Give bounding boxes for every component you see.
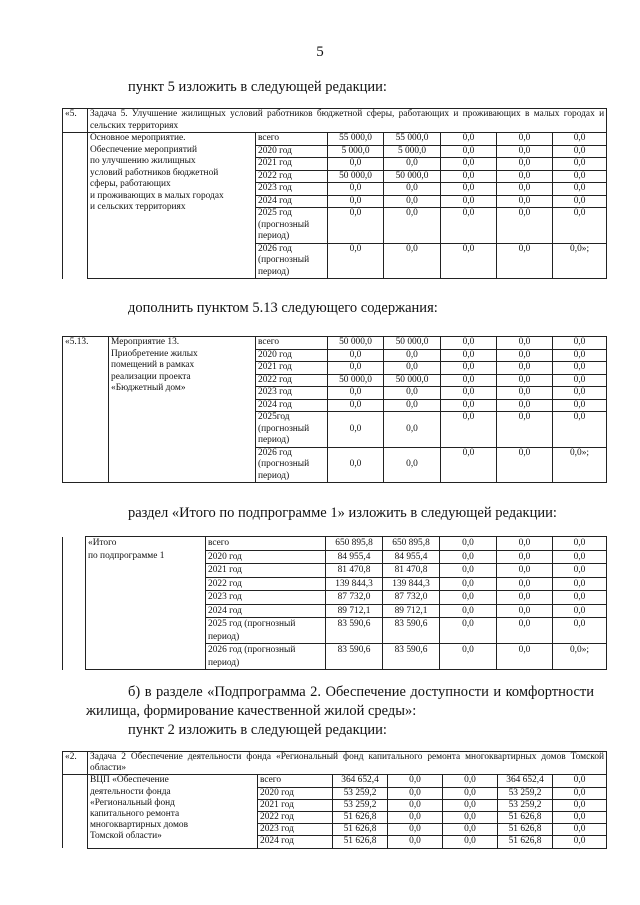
value-cell: 0,0: [384, 183, 441, 196]
value-cell: 0,0: [441, 133, 497, 146]
activity-name: Мероприятие 13. Приобретение жилых помещений в рамках реализации проекта «Бюджетный дом»: [109, 337, 256, 483]
value-cell: 0,0: [497, 145, 553, 158]
year-cell: 2020 год: [256, 145, 328, 158]
table-total-subprogram-1: [62, 536, 607, 670]
value-cell: 0,0: [441, 399, 497, 412]
value-cell: 0,0»;: [553, 644, 607, 670]
value-cell: 139 844,3: [326, 577, 383, 591]
value-cell: 0,0: [553, 836, 607, 848]
value-cell: 89 712,1: [383, 604, 440, 618]
value-cell: 55 000,0: [328, 133, 384, 146]
value-cell: 50 000,0: [384, 337, 441, 350]
value-cell: 0,0: [388, 787, 443, 799]
value-cell: 0,0: [440, 550, 497, 564]
value-cell: 0,0: [441, 170, 497, 183]
empty-cell: [63, 537, 86, 670]
value-cell: 0,0: [443, 799, 498, 811]
value-cell: 0,0: [440, 537, 497, 551]
value-cell: 50 000,0: [384, 170, 441, 183]
value-cell: 0,0: [553, 195, 607, 208]
value-cell: 50 000,0: [328, 374, 384, 387]
value-cell: 0,0: [553, 604, 607, 618]
value-cell: 0,0: [443, 775, 498, 787]
table-row: [63, 337, 607, 350]
value-cell: 0,0: [441, 145, 497, 158]
value-cell: 0,0: [440, 604, 497, 618]
value-cell: 0,0: [440, 577, 497, 591]
value-cell: 0,0: [497, 195, 553, 208]
value-cell: 51 626,8: [333, 836, 388, 848]
value-cell: 0,0: [388, 824, 443, 836]
value-cell: 0,0: [441, 412, 497, 448]
year-cell: 2022 год: [206, 577, 326, 591]
value-cell: 51 626,8: [498, 824, 553, 836]
value-cell: 0,0: [388, 836, 443, 848]
year-cell: 2020 год: [206, 550, 326, 564]
value-cell: 0,0: [440, 618, 497, 644]
year-cell: 2025 год (прогнозный период): [256, 208, 328, 244]
year-cell: 2021 год: [256, 158, 328, 171]
value-cell: 0,0: [441, 158, 497, 171]
year-cell: 2026 год (прогнозный период): [256, 447, 328, 483]
value-cell: 0,0: [553, 618, 607, 644]
value-cell: 55 000,0: [384, 133, 441, 146]
value-cell: 84 955,4: [383, 550, 440, 564]
year-cell: всего: [258, 775, 333, 787]
value-cell: 51 626,8: [333, 812, 388, 824]
row-number: «2.: [63, 752, 88, 775]
value-cell: 0,0: [497, 183, 553, 196]
value-cell: 0,0: [497, 349, 553, 362]
value-cell: 0,0: [441, 183, 497, 196]
value-cell: 0,0: [441, 349, 497, 362]
value-cell: 0,0: [553, 349, 607, 362]
year-cell: всего: [206, 537, 326, 551]
value-cell: 0,0: [443, 836, 498, 848]
value-cell: 0,0: [497, 564, 553, 578]
value-cell: 0,0: [497, 362, 553, 375]
value-cell: 650 895,8: [326, 537, 383, 551]
empty-cell: [63, 133, 88, 279]
value-cell: 51 626,8: [498, 836, 553, 848]
value-cell: 0,0: [384, 412, 441, 448]
year-cell: 2021 год: [256, 362, 328, 375]
value-cell: 0,0: [328, 412, 384, 448]
task-title: Задача 2 Обеспечение деятельности фонда «Региональный фонд капитального ремонта многоквартирных домов Томской области»: [88, 752, 607, 775]
value-cell: 53 259,2: [333, 799, 388, 811]
year-cell: 2023 год: [256, 387, 328, 400]
value-cell: 0,0: [443, 812, 498, 824]
value-cell: 0,0: [440, 591, 497, 605]
value-cell: 0,0: [497, 243, 553, 279]
instruction-paragraph-4: б) в разделе «Подпрограмма 2. Обеспечение доступности и комфортности: [128, 684, 594, 700]
year-cell: всего: [256, 337, 328, 350]
value-cell: 83 590,6: [383, 618, 440, 644]
value-cell: 0,0: [553, 577, 607, 591]
value-cell: 364 652,4: [333, 775, 388, 787]
value-cell: 0,0: [328, 183, 384, 196]
value-cell: 0,0: [553, 412, 607, 448]
value-cell: 83 590,6: [326, 644, 383, 670]
year-cell: 2024 год: [256, 399, 328, 412]
value-cell: 0,0: [441, 337, 497, 350]
value-cell: 0,0: [553, 787, 607, 799]
task-title: Задача 5. Улучшение жилищных условий работников бюджетной сферы, работающих и проживающих в малых городах и сельских территориях: [88, 109, 607, 133]
instruction-paragraph-5: пункт 2 изложить в следующей редакции:: [128, 722, 387, 738]
value-cell: 0,0: [497, 337, 553, 350]
year-cell: 2024 год: [206, 604, 326, 618]
value-cell: 0,0: [553, 399, 607, 412]
value-cell: 0,0: [328, 447, 384, 483]
year-cell: 2026 год (прогнозный период): [256, 243, 328, 279]
value-cell: 0,0: [553, 208, 607, 244]
value-cell: 5 000,0: [328, 145, 384, 158]
year-cell: 2022 год: [256, 170, 328, 183]
year-cell: 2024 год: [258, 836, 333, 848]
value-cell: 0,0: [553, 799, 607, 811]
value-cell: 51 626,8: [498, 812, 553, 824]
value-cell: 0,0: [441, 208, 497, 244]
year-cell: 2020 год: [256, 349, 328, 362]
value-cell: 53 259,2: [498, 799, 553, 811]
value-cell: 0,0: [553, 133, 607, 146]
value-cell: 0,0: [497, 591, 553, 605]
table-activity-5-13: [62, 336, 607, 483]
instruction-paragraph-4-continued: жилища, формирование качественной жилой среды»:: [86, 703, 417, 719]
value-cell: 0,0: [388, 812, 443, 824]
instruction-paragraph-1: пункт 5 изложить в следующей редакции:: [128, 79, 387, 95]
value-cell: 0,0: [328, 243, 384, 279]
instruction-paragraph-2: дополнить пунктом 5.13 следующего содержания:: [128, 300, 438, 316]
value-cell: 83 590,6: [383, 644, 440, 670]
value-cell: 0,0: [384, 243, 441, 279]
value-cell: 89 712,1: [326, 604, 383, 618]
table-row: [63, 775, 607, 787]
value-cell: 0,0: [328, 208, 384, 244]
value-cell: 0,0: [497, 550, 553, 564]
value-cell: 0,0: [553, 812, 607, 824]
value-cell: 0,0: [441, 195, 497, 208]
value-cell: 0,0»;: [553, 447, 607, 483]
year-cell: 2023 год: [256, 183, 328, 196]
value-cell: 87 732,0: [383, 591, 440, 605]
year-cell: всего: [256, 133, 328, 146]
value-cell: 0,0: [384, 387, 441, 400]
table-task-2: [62, 751, 607, 849]
value-cell: 0,0: [328, 362, 384, 375]
value-cell: 51 626,8: [333, 824, 388, 836]
value-cell: 0,0: [553, 158, 607, 171]
value-cell: 50 000,0: [384, 374, 441, 387]
value-cell: 53 259,2: [498, 787, 553, 799]
year-cell: 2020 год: [258, 787, 333, 799]
value-cell: 0,0: [497, 537, 553, 551]
value-cell: 0,0: [384, 349, 441, 362]
value-cell: 0,0: [497, 412, 553, 448]
value-cell: 0,0»;: [553, 243, 607, 279]
activity-name: Основное мероприятие. Обеспечение мероприятий по улучшению жилищных условий работников бюджетной сферы, работающих и проживающих в малых городах и сельских территориях: [88, 133, 256, 279]
value-cell: 0,0: [497, 208, 553, 244]
value-cell: 0,0: [441, 362, 497, 375]
value-cell: 0,0: [443, 824, 498, 836]
value-cell: 0,0: [553, 170, 607, 183]
value-cell: 0,0: [497, 170, 553, 183]
value-cell: 0,0: [553, 145, 607, 158]
value-cell: 0,0: [497, 158, 553, 171]
page-number: 5: [316, 44, 324, 60]
value-cell: 0,0: [384, 158, 441, 171]
value-cell: 0,0: [553, 591, 607, 605]
value-cell: 0,0: [553, 337, 607, 350]
value-cell: 0,0: [497, 133, 553, 146]
value-cell: 0,0: [497, 399, 553, 412]
row-number: «5.13.: [63, 337, 109, 483]
value-cell: 53 259,2: [333, 787, 388, 799]
table-row: [63, 537, 607, 551]
year-cell: 2023 год: [258, 824, 333, 836]
value-cell: 0,0: [388, 775, 443, 787]
value-cell: 87 732,0: [326, 591, 383, 605]
value-cell: 50 000,0: [328, 337, 384, 350]
value-cell: 0,0: [441, 447, 497, 483]
table-task-5: [62, 108, 607, 279]
value-cell: 0,0: [384, 362, 441, 375]
value-cell: 0,0: [328, 399, 384, 412]
value-cell: 0,0: [497, 577, 553, 591]
value-cell: 0,0: [441, 387, 497, 400]
year-cell: 2022 год: [256, 374, 328, 387]
value-cell: 0,0: [328, 387, 384, 400]
value-cell: 0,0: [388, 799, 443, 811]
value-cell: 0,0: [443, 787, 498, 799]
value-cell: 0,0: [553, 564, 607, 578]
value-cell: 650 895,8: [383, 537, 440, 551]
value-cell: 0,0: [441, 374, 497, 387]
value-cell: 0,0: [384, 447, 441, 483]
value-cell: 0,0: [328, 349, 384, 362]
value-cell: 5 000,0: [384, 145, 441, 158]
value-cell: 0,0: [553, 362, 607, 375]
value-cell: 0,0: [384, 208, 441, 244]
empty-cell: [63, 775, 88, 848]
value-cell: 0,0: [497, 644, 553, 670]
year-cell: 2026 год (прогнозный период): [206, 644, 326, 670]
value-cell: 84 955,4: [326, 550, 383, 564]
value-cell: 0,0: [440, 564, 497, 578]
table-row: [63, 752, 607, 775]
value-cell: 0,0: [328, 158, 384, 171]
value-cell: 0,0: [553, 374, 607, 387]
year-cell: 2025год (прогнозный период): [256, 412, 328, 448]
value-cell: 81 470,8: [326, 564, 383, 578]
value-cell: 0,0: [497, 374, 553, 387]
value-cell: 0,0: [328, 195, 384, 208]
value-cell: 364 652,4: [498, 775, 553, 787]
year-cell: 2021 год: [258, 799, 333, 811]
value-cell: 0,0: [497, 447, 553, 483]
year-cell: 2023 год: [206, 591, 326, 605]
value-cell: 0,0: [384, 195, 441, 208]
value-cell: 0,0: [553, 183, 607, 196]
value-cell: 0,0: [553, 550, 607, 564]
year-cell: 2022 год: [258, 812, 333, 824]
year-cell: 2025 год (прогнозный период): [206, 618, 326, 644]
value-cell: 0,0: [497, 387, 553, 400]
value-cell: 0,0: [553, 537, 607, 551]
value-cell: 0,0: [384, 399, 441, 412]
instruction-paragraph-3: раздел «Итого по подпрограмме 1» изложить в следующей редакции:: [128, 505, 557, 521]
value-cell: 81 470,8: [383, 564, 440, 578]
activity-name: ВЦП «Обеспечение деятельности фонда «Региональный фонд капитального ремонта многоквартирных домов Томской области»: [88, 775, 258, 848]
value-cell: 0,0: [553, 775, 607, 787]
value-cell: 0,0: [497, 618, 553, 644]
value-cell: 0,0: [553, 824, 607, 836]
table-row: [63, 133, 607, 146]
value-cell: 0,0: [497, 604, 553, 618]
year-cell: 2021 год: [206, 564, 326, 578]
total-label: «Итого по подпрограмме 1: [86, 537, 206, 670]
value-cell: 83 590,6: [326, 618, 383, 644]
year-cell: 2024 год: [256, 195, 328, 208]
value-cell: 0,0: [553, 387, 607, 400]
value-cell: 0,0: [440, 644, 497, 670]
value-cell: 50 000,0: [328, 170, 384, 183]
value-cell: 139 844,3: [383, 577, 440, 591]
value-cell: 0,0: [441, 243, 497, 279]
row-number: «5.: [63, 109, 88, 133]
